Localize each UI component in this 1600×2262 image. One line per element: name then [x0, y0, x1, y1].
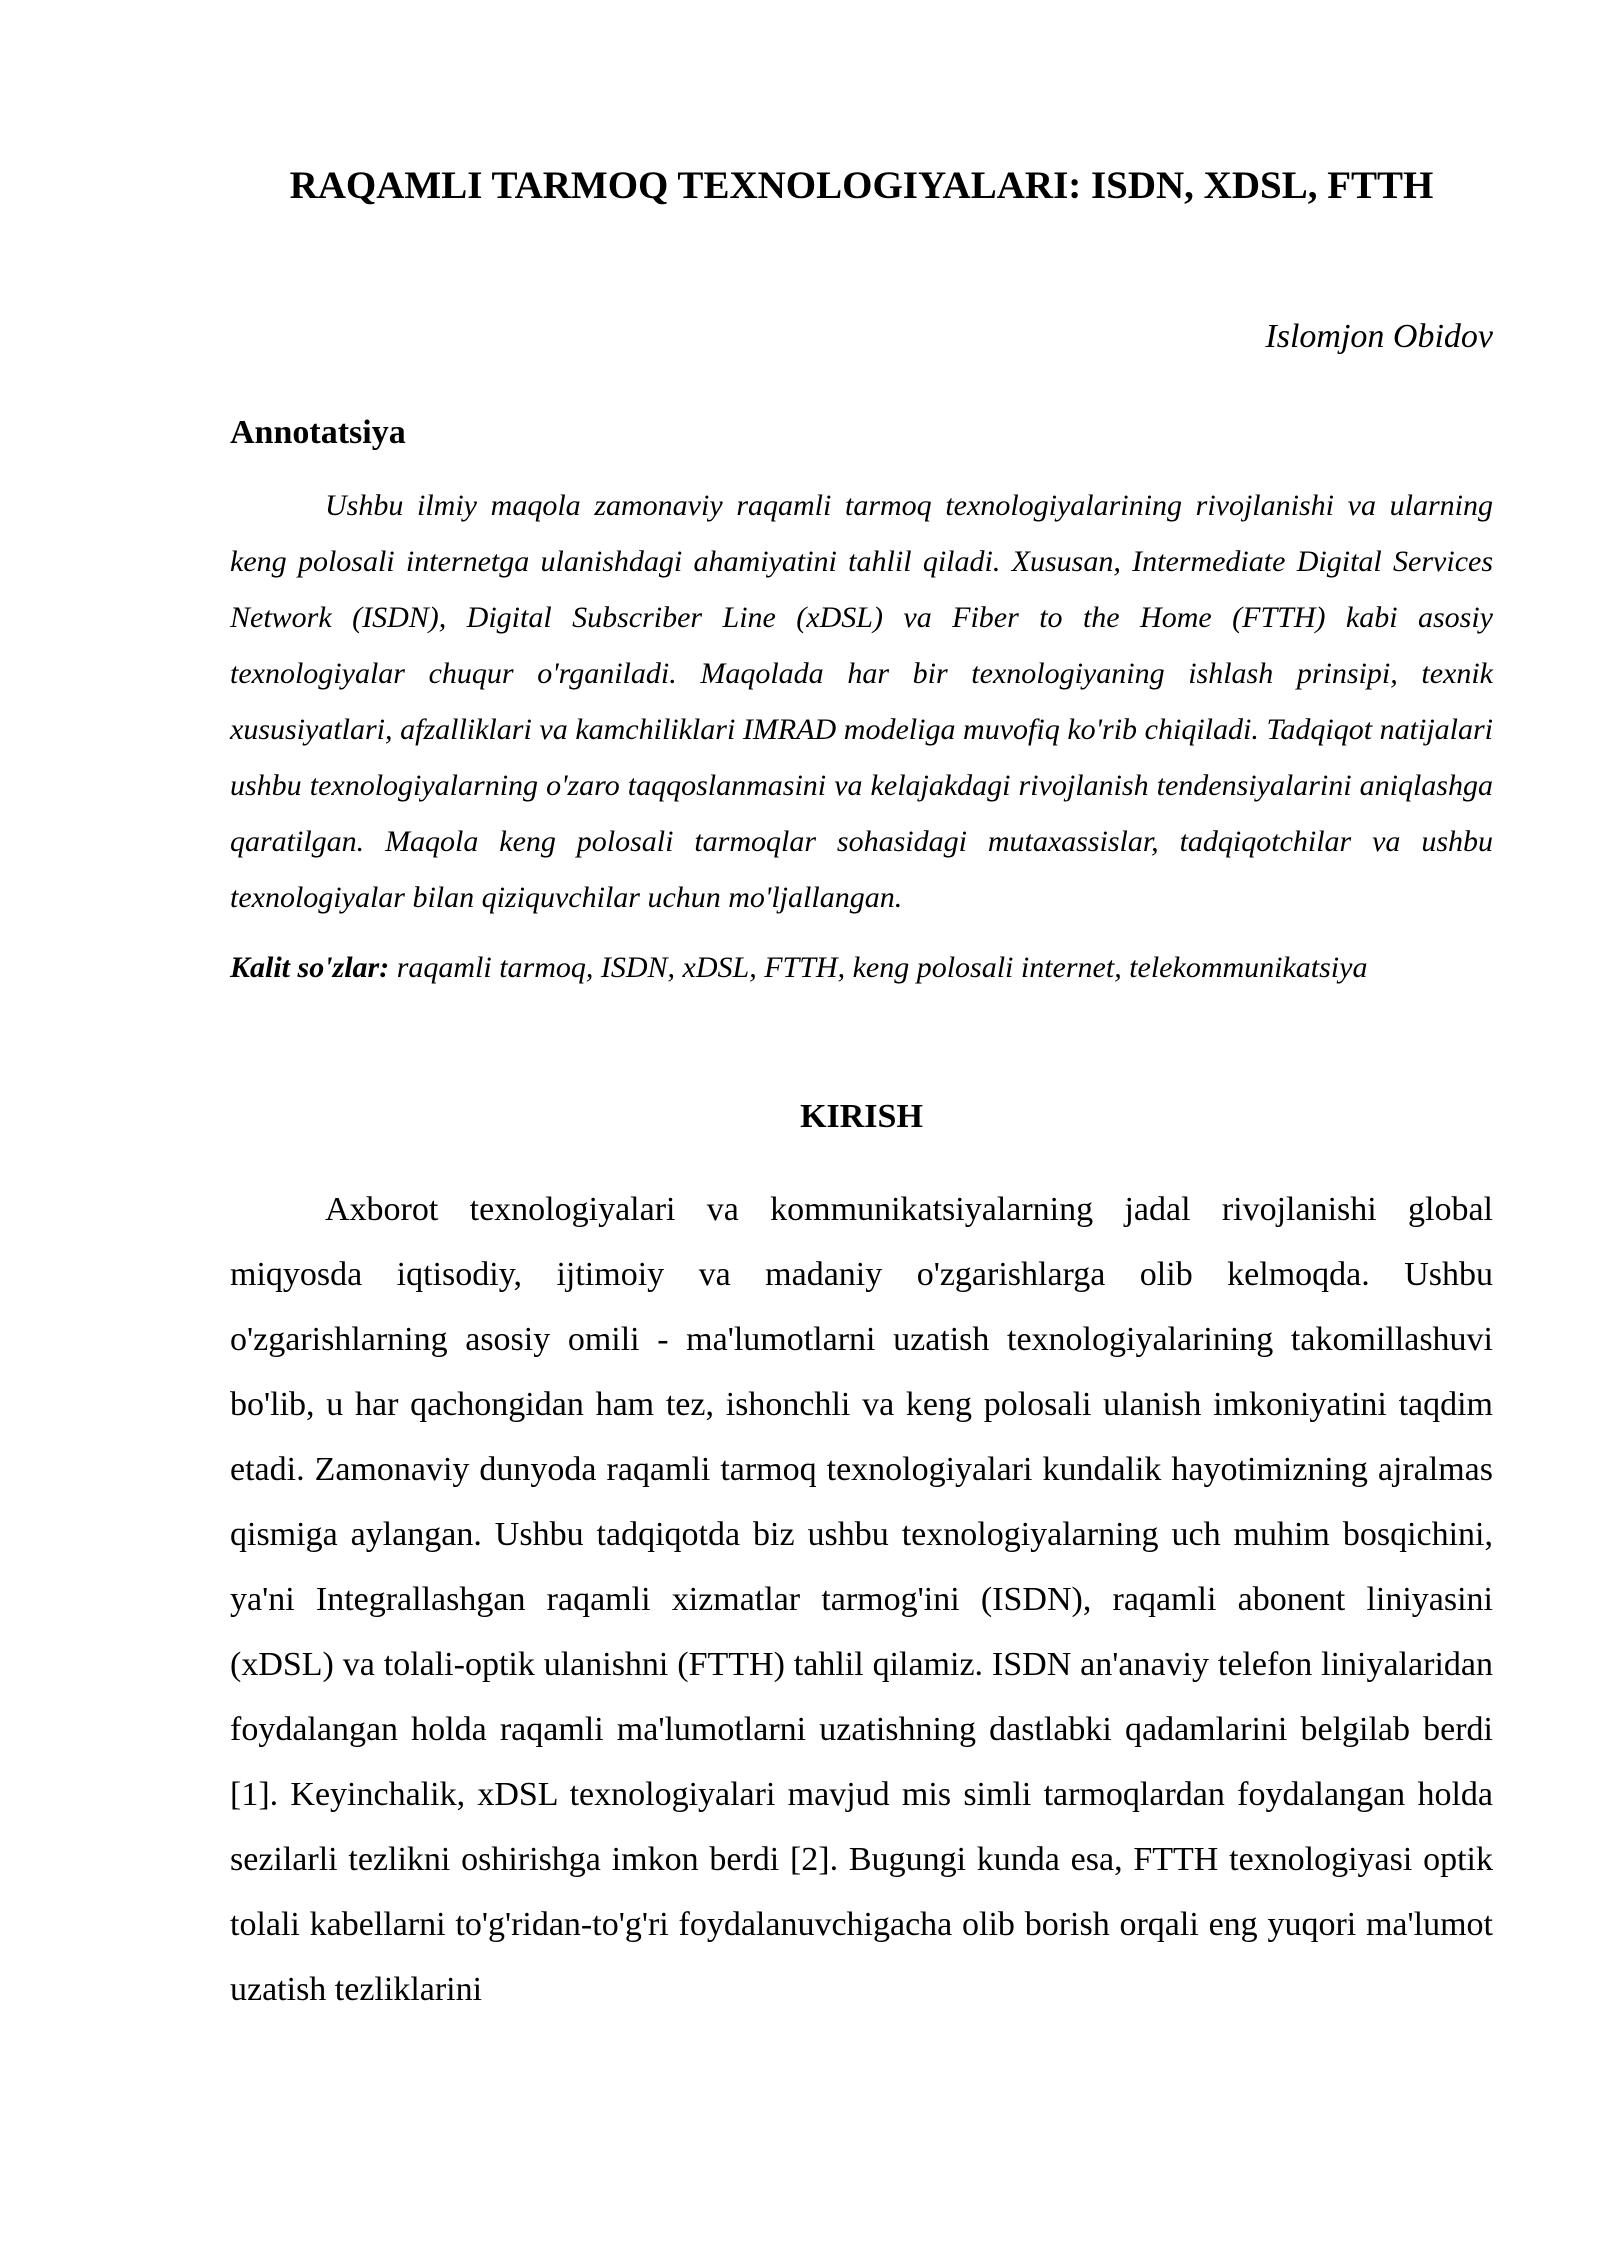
keywords-label: Kalit so'zlar: [230, 951, 390, 984]
abstract-text: Ushbu ilmiy maqola zamonaviy raqamli tarmoq texnologiyalarining rivojlanishi va ularning keng polosali internetga ulanishdagi ahamiyatini tahlil qiladi. Xususan, Intermediate Digital Services Network (ISDN), Digital Subscriber Line (xDSL) va Fiber to the Home (FTTH) kabi asosiy texnologiyalar chuqur o'rganiladi. Maqolada har bir texnologiyaning ishlash prinsipi, texnik xususiyatlari, afzalliklari va kamchiliklari IMRAD modeliga muvofiq ko'rib chiqiladi. Tadqiqot natijalari ushbu texnologiyalarning o'zaro taqqoslanmasini va kelajakdagi rivojlanish tendensiyalarini aniqlashga qaratilgan. Maqola keng polosali tarmoqlar sohasidagi mutaxassislar, tadqiqotchilar va ushbu texnologiyalar bilan qiziquvchilar uchun mo'ljallangan. [230, 489, 1493, 914]
section-heading-intro: KIRISH [800, 1098, 923, 1135]
paper-title: RAQAMLI TARMOQ TEXNOLOGIYALARI: ISDN, XDSL, FTTH [289, 164, 1434, 207]
keywords-line [230, 940, 1493, 996]
author-name: Islomjon Obidov [1265, 318, 1493, 355]
abstract-heading: Annotatsiya [230, 414, 406, 451]
keywords-text: raqamli tarmoq, ISDN, xDSL, FTTH, keng polosali internet, telekommunikatsiya [396, 951, 1368, 984]
intro-paragraph: Axborot texnologiyalari va kommunikatsiyalarning jadal rivojlanishi global miqyosda iqtisodiy, ijtimoiy va madaniy o'zgarishlarga olib kelmoqda. Ushbu o'zgarishlarning asosiy omili - ma'lumotlarni uzatish texnologiyalarining takomillashuvi bo'lib, u har qachongidan ham tez, ishonchli va keng polosali ulanish imkoniyatini taqdim etadi. Zamonaviy dunyoda raqamli tarmoq texnologiyalari kundalik hayotimizning ajralmas qismiga aylangan. Ushbu tadqiqotda biz ushbu texnologiyalarning uch muhim bosqichini, ya'ni Integrallashgan raqamli xizmatlar tarmog'ini (ISDN), raqamli abonent liniyasini (xDSL) va tolali-optik ulanishni (FTTH) tahlil qilamiz. ISDN an'anaviy telefon liniyalaridan foydalangan holda raqamli ma'lumotlarni uzatishning dastlabki qadamlarini belgilab berdi [1]. Keyinchalik, xDSL texnologiyalari mavjud mis simli tarmoqlardan foydalangan holda sezilarli tezlikni oshirishga imkon berdi [2]. Bugungi kunda esa, FTTH texnologiyasi optik tolali kabellarni to'g'ridan-to'g'ri foydalanuvchigacha olib borish orqali eng yuqori ma'lumot uzatish tezliklarini [230, 1191, 1493, 2008]
